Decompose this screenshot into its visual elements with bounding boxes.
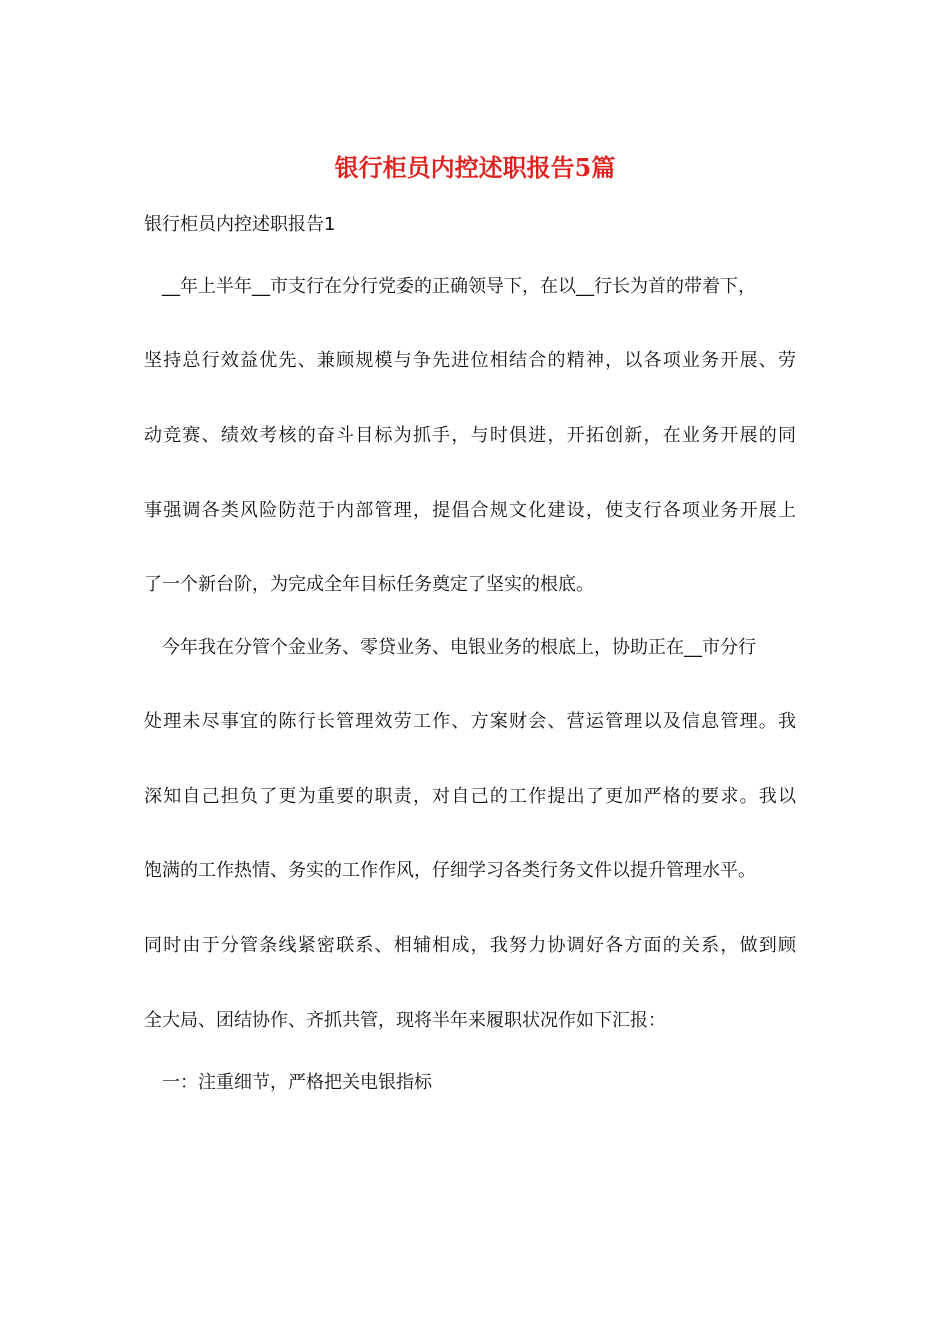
- paragraph-line: 饱满的工作热情、务实的工作作风，仔细学习各类行务文件以提升管理水平。: [144, 860, 756, 881]
- paragraph-line: 坚持总行效益优先、兼顾规模与争先进位相结合的精神，以各项业务开展、劳: [144, 350, 796, 371]
- paragraph-line: __年上半年__市支行在分行党委的正确领导下，在以__行长为首的带着下，: [162, 276, 756, 297]
- paragraph-line: 事强调各类风险防范于内部管理，提倡合规文化建设，使支行各项业务开展上: [144, 500, 796, 521]
- paragraph-line: 全大局、团结协作、齐抓共管，现将半年来履职状况作如下汇报：: [144, 1010, 666, 1031]
- paragraph-line: 处理未尽事宜的陈行长管理效劳工作、方案财会、营运管理以及信息管理。我: [144, 711, 796, 732]
- section-subheading: 一：注重细节，严格把关电银指标: [162, 1072, 432, 1093]
- paragraph-line: 了一个新台阶，为完成全年目标任务奠定了坚实的根底。: [144, 574, 594, 595]
- paragraph-line: 今年我在分管个金业务、零贷业务、电银业务的根底上，协助正在__市分行: [162, 637, 756, 658]
- paragraph-line: 深知自己担负了更为重要的职责，对自己的工作提出了更加严格的要求。我以: [144, 786, 796, 807]
- section-heading: 银行柜员内控述职报告1: [144, 214, 336, 235]
- paragraph-line: 动竞赛、绩效考核的奋斗目标为抓手，与时俱进，开拓创新，在业务开展的同: [144, 425, 796, 446]
- paragraph-line: 同时由于分管条线紧密联系、相辅相成，我努力协调好各方面的关系，做到顾: [144, 935, 796, 956]
- document-title: 银行柜员内控述职报告5篇: [334, 153, 616, 182]
